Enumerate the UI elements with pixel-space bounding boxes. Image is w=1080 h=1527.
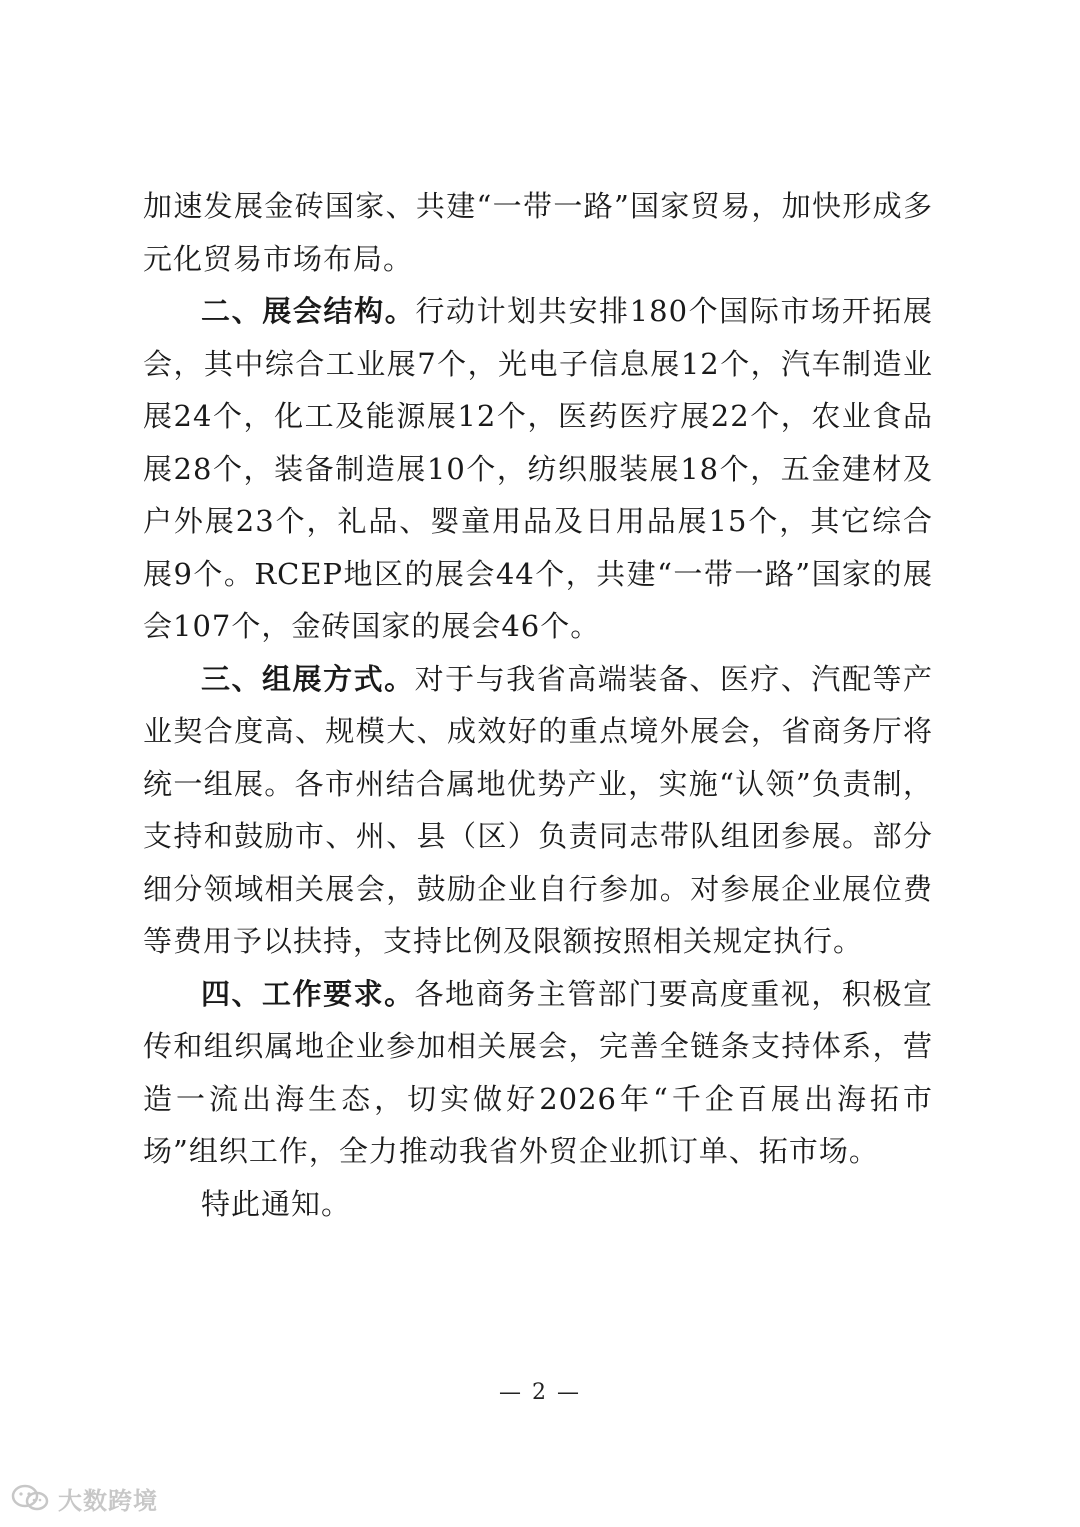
paragraph-intro xyxy=(143,180,933,285)
page-number: — 2 — xyxy=(499,1380,581,1405)
section-heading: 二、展会结构。 xyxy=(201,294,416,328)
watermark-text: 大数跨境 xyxy=(58,1486,158,1515)
paragraph-text: 各地商务主管部门要高度重视，积极宣传和组织属地企业参加相关展会，完善全链条支持体系，营造一流出海生态，切实做好2026年“千企百展出海拓市场”组织工作，全力推动我省外贸企业抓订单、拓市场。 xyxy=(143,976,933,1168)
paragraph-work-requirements xyxy=(143,968,933,1178)
wechat-logo-icon xyxy=(10,1483,52,1513)
watermark xyxy=(10,1478,158,1518)
paragraph-organization-method xyxy=(143,653,933,968)
paragraph-text: 加速发展金砖国家、共建“一带一路”国家贸易，加快形成多元化贸易市场布局。 xyxy=(143,189,933,276)
document-body xyxy=(143,180,933,1230)
paragraph-closing xyxy=(143,1178,933,1231)
paragraph-exhibition-structure xyxy=(143,285,933,653)
section-heading: 三、组展方式。 xyxy=(201,661,415,696)
paragraph-text: 对于与我省高端装备、医疗、汽配等产业契合度高、规模大、成效好的重点境外展会，省商务厅将统一组展。各市州结合属地优势产业，实施“认领”负责制，支持和鼓励市、州、县（区）负责同志带队组团参展。部分细分领域相关展会，鼓励企业自行参加。对参展企业展位费等费用予以扶持，支持比例及限额按照相关规定执行。 xyxy=(143,661,933,958)
paragraph-text: 行动计划共安排180个国际市场开拓展会，其中综合工业展7个，光电子信息展12个，汽车制造业展24个，化工及能源展12个，医药医疗展22个，农业食品展28个，装备制造展10个，纺织服装展18个，五金建材及户外展23个，礼品、婴童用品及日用品展15个，其它综合展9个。RCEP地区的展会44个，共建“一带一路”国家的展会107个，金砖国家的展会46个。 xyxy=(143,294,933,643)
paragraph-text: 特此通知。 xyxy=(201,1186,352,1221)
section-heading: 四、工作要求。 xyxy=(201,976,415,1011)
